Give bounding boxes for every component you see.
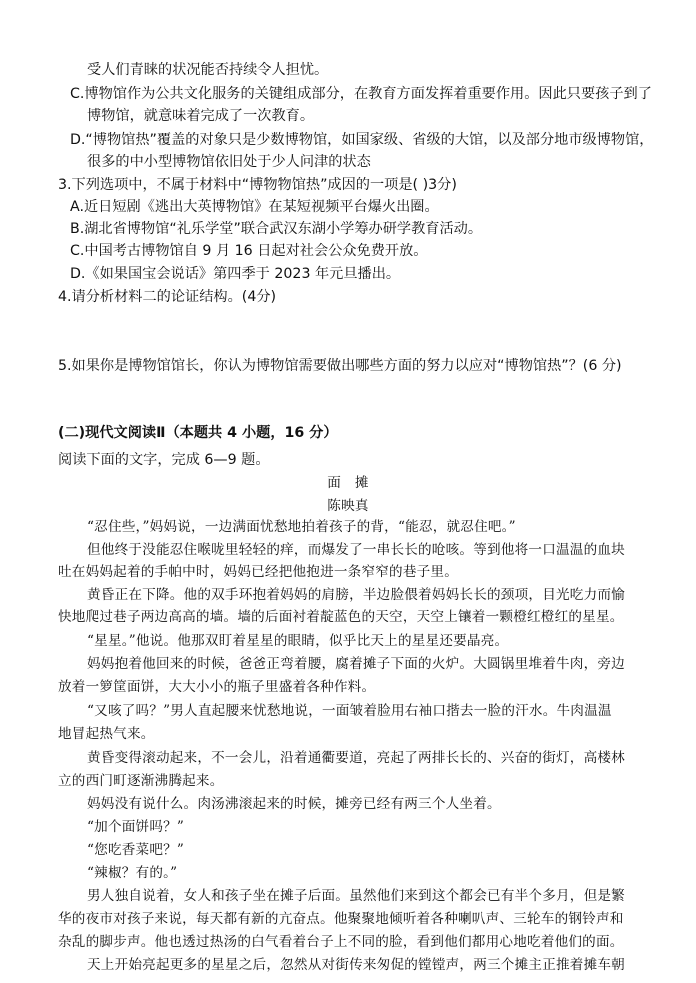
- passage-line: 地冒起热气来。: [58, 726, 155, 742]
- passage-line: 吐在妈妈起着的手帕中时，妈妈已经把他抱进一条窄窄的巷子里。: [58, 564, 459, 580]
- question-3-option-b: B.湖北省博物馆“礼乐学堂”联合武汉东湖小学筹办研学教育活动。: [70, 221, 483, 237]
- passage-line: 立的西门町逐渐沸腾起来。: [58, 773, 224, 789]
- passage-line: 妈妈没有说什么。肉汤沸滚起来的时候，摊旁已经有两三个人坐着。: [87, 796, 501, 812]
- passage-line: 黄昏正在下降。他的双手环抱着妈妈的肩膀，半边脸偎着妈妈长长的颈项，目光吃力而愉: [87, 587, 625, 603]
- passage-line: 华的夜市对孩子来说，每天都有新的亢奋点。他聚聚地倾听着各种喇叭声、三轮车的钢铃声和: [58, 911, 624, 927]
- passage-line: “加个面饼吗？”: [87, 819, 185, 835]
- passage-title: 面 摊: [327, 475, 369, 491]
- passage-line: “忍住些，”妈妈说，一边满面忧愁地拍着孩子的背，“能忍，就忍住吧。”: [87, 519, 516, 535]
- passage-line: 天上开始亮起更多的星星之后，忽然从对街传来匆促的镗镗声，两三个摊主正推着摊车朝: [87, 957, 625, 973]
- passage-line: “星星。”他说。他那双盯着星星的眼睛，似乎比天上的星星还要晶亮。: [87, 633, 509, 649]
- option-c-line-1: C.博物馆作为公共文化服务的关键组成部分，在教育方面发挥着重要作用。因此只要孩子到了: [70, 86, 652, 102]
- question-3-option-d: D.《如果国宝会说话》第四季于 2023 年元旦播出。: [70, 266, 401, 282]
- option-d-line-1: D.“博物馆热”覆盖的对象只是少数博物馆，如国家级、省级的大馆，以及部分地市级博物馆，: [70, 132, 654, 148]
- passage-line: 男人独自说着，女人和孩子坐在摊子后面。虽然他们来到这个都会已有半个多月，但是繁: [87, 888, 625, 904]
- passage-line: 黄昏变得滚动起来，不一会儿，沿着通衢要道，亮起了两排长长的、兴奋的街灯，高楼林: [87, 750, 625, 766]
- question-5: 5.如果你是博物馆馆长，你认为博物馆需要做出哪些方面的努力以应对“博物馆热”？(6 分): [58, 358, 622, 374]
- passage-line: “辣椒？有的。”: [87, 865, 178, 881]
- passage-author: 陈映真: [327, 498, 369, 514]
- question-3-stem: 3.下列选项中，不属于材料中“博物物馆热”成因的一项是( )3分): [58, 177, 457, 193]
- passage-line: 快地爬过巷子两边高高的墙。墙的后面衬着靛蓝色的天空，天空上镶着一颗橙红橙红的星星。: [58, 609, 624, 625]
- option-b-continuation: 受人们青睐的状况能否持续令人担忧。: [87, 62, 329, 78]
- question-3-option-c: C.中国考古博物馆自 9 月 16 日起对社会公众免费开放。: [70, 243, 428, 259]
- option-c-line-2: 博物馆，就意味着完成了一次教育。: [87, 108, 315, 124]
- question-4: 4.请分析材料二的论证结构。(4分): [58, 289, 277, 305]
- passage-line: 放着一箩筐面饼，大大小小的瓶子里盛着各种作料。: [58, 679, 376, 695]
- section-instruction: 阅读下面的文字，完成 6—9 题。: [58, 452, 270, 468]
- passage-line: “您吃香菜吧？”: [87, 842, 185, 858]
- passage-line: 杂乱的脚步声。他也透过热汤的白气看着台子上不同的脸，看到他们都用心地吃着他们的面。: [58, 934, 624, 950]
- passage-line: 但他终于没能忍住喉咙里轻轻的痒，而爆发了一串长长的呛咳。等到他将一口温温的血块: [87, 542, 625, 558]
- question-3-option-a: A.近日短剧《逃出大英博物馆》在某短视频平台爆火出圈。: [70, 199, 439, 215]
- passage-line: 妈妈抱着他回来的时候，爸爸正弯着腰，腐着摊子下面的火炉。大圆锅里堆着牛肉，旁边: [87, 656, 625, 672]
- passage-line: “又咳了吗？”男人直起腰来忧愁地说，一面皱着脸用右袖口揩去一脸的汗水。牛肉温温: [87, 703, 612, 719]
- section-heading: (二)现代文阅读Ⅱ（本题共 4 小题，16 分）: [58, 425, 338, 441]
- option-d-line-2: 很多的中小型博物馆依旧处于少人问津的状态: [87, 154, 371, 170]
